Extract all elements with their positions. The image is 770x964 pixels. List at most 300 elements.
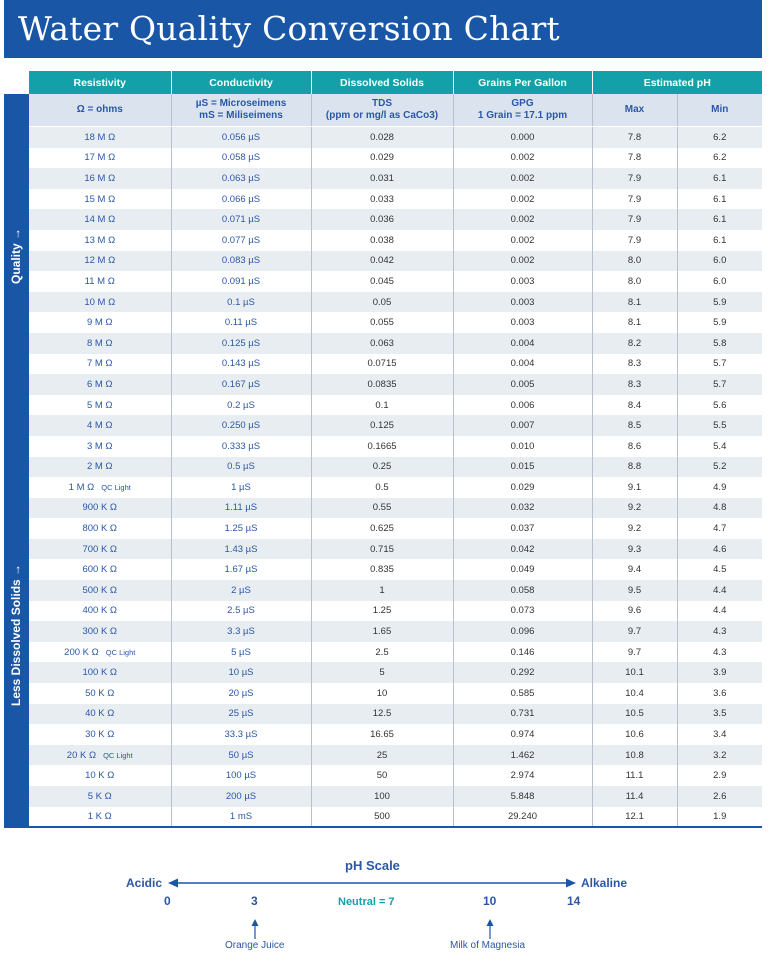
cell-resistivity-value: 8 M Ω [86,337,113,349]
cell-grains-per-gallon-value: 0.000 [510,131,535,143]
cell-ph-min-value: 5.7 [713,358,727,370]
side-bar [4,94,29,828]
cell-grains-per-gallon [453,189,592,210]
cell-resistivity [29,312,171,333]
cell-dissolved-solids [311,457,453,478]
cell-ph-min-value: 5.4 [713,440,727,452]
cell-resistivity [29,559,171,580]
cell-conductivity [171,601,311,622]
table-row [29,168,762,189]
cell-grains-per-gallon [453,457,592,478]
table-row [29,271,762,292]
cell-ph-max [592,395,677,416]
cell-resistivity [29,457,171,478]
cell-ph-min [677,189,762,210]
cell-ph-max [592,601,677,622]
cell-ph-min [677,704,762,725]
cell-resistivity-value: 700 K Ω [82,543,118,555]
cell-dissolved-solids [311,642,453,663]
cell-dissolved-solids-value: 0.835 [370,564,394,576]
cell-resistivity-value: 800 K Ω [82,523,118,535]
cell-ph-min [677,745,762,766]
cell-grains-per-gallon [453,354,592,375]
cell-grains-per-gallon-value: 0.029 [510,481,535,493]
cell-resistivity [29,539,171,560]
table-row [29,518,762,539]
cell-dissolved-solids-value: 0.031 [370,172,394,184]
cell-grains-per-gallon-value: 0.585 [510,687,535,699]
cell-dissolved-solids-value: 0.55 [372,502,392,514]
cell-dissolved-solids-value: 50 [376,770,388,782]
cell-grains-per-gallon-value: 0.005 [510,378,535,390]
cell-conductivity-value: 0.083 µS [221,255,261,267]
cell-dissolved-solids-value: 0.028 [370,131,394,143]
cell-ph-max [592,724,677,745]
cell-resistivity [29,621,171,642]
table-row [29,539,762,560]
cell-grains-per-gallon [453,271,592,292]
cell-dissolved-solids [311,786,453,807]
cell-grains-per-gallon-value: 0.003 [510,296,535,308]
cell-grains-per-gallon [453,621,592,642]
cell-ph-max-value: 10.8 [625,749,644,761]
ph-scale-title: pH Scale [345,858,400,873]
cell-conductivity [171,395,311,416]
cell-ph-min [677,601,762,622]
cell-resistivity-value: 5 M Ω [86,399,113,411]
cell-grains-per-gallon [453,724,592,745]
cell-conductivity [171,786,311,807]
cell-conductivity [171,312,311,333]
table-row [29,436,762,457]
table-row [29,292,762,313]
cell-grains-per-gallon [453,292,592,313]
cell-grains-per-gallon [453,333,592,354]
cell-dissolved-solids-value: 0.25 [372,461,392,473]
cell-conductivity-value: 0.2 µS [227,399,255,411]
cell-dissolved-solids [311,374,453,395]
cell-ph-min [677,395,762,416]
cell-grains-per-gallon-value: 0.049 [510,564,535,576]
cell-ph-min [677,457,762,478]
cell-ph-max [592,457,677,478]
cell-conductivity-value: 0.077 µS [221,234,261,246]
ph-tick-0: 0 [164,894,171,908]
orange-juice-label: Orange Juice [225,940,285,951]
header-resistivity: Resistivity [29,71,171,94]
table-bottom-rule [4,826,762,828]
ph-tick-3: 3 [251,894,258,908]
unit-ph-max: Max [592,94,677,127]
cell-grains-per-gallon [453,230,592,251]
cell-dissolved-solids [311,539,453,560]
cell-ph-max-value: 9.3 [627,543,642,555]
milk-arrow-icon [487,919,494,926]
cell-grains-per-gallon-value: 0.003 [510,317,535,329]
cell-grains-per-gallon [453,498,592,519]
cell-conductivity-value: 1.25 µS [224,523,258,535]
cell-ph-min [677,807,762,828]
cell-grains-per-gallon [453,374,592,395]
cell-conductivity [171,333,311,354]
cell-conductivity [171,745,311,766]
unit-tds-line1: TDS [372,98,392,109]
cell-dissolved-solids-value: 0.042 [370,255,394,267]
cell-ph-min [677,127,762,148]
cell-conductivity-value: 1.11 µS [224,502,258,514]
cell-dissolved-solids [311,559,453,580]
cell-dissolved-solids-value: 0.05 [372,296,392,308]
cell-conductivity [171,559,311,580]
table-row [29,189,762,210]
table-row [29,477,762,498]
cell-resistivity [29,209,171,230]
cell-grains-per-gallon [453,209,592,230]
cell-ph-min-value: 3.9 [713,667,727,679]
cell-grains-per-gallon [453,251,592,272]
cell-conductivity-value: 0.091 µS [221,275,261,287]
cell-grains-per-gallon-value: 2.974 [510,770,535,782]
cell-resistivity-value: 15 M Ω [84,193,116,205]
cell-dissolved-solids-value: 10 [376,687,388,699]
cell-dissolved-solids [311,127,453,148]
cell-ph-max [592,580,677,601]
table-row [29,127,762,148]
cell-ph-min [677,477,762,498]
cell-conductivity [171,292,311,313]
cell-dissolved-solids-value: 12.5 [372,708,392,720]
cell-grains-per-gallon-value: 0.058 [510,584,535,596]
unit-conductivity-line1: µS = Microseimens [195,98,287,109]
cell-conductivity-value: 33.3 µS [224,729,258,741]
cell-ph-min [677,436,762,457]
cell-ph-min [677,415,762,436]
cell-resistivity [29,745,171,766]
cell-resistivity-value: 16 M Ω [84,172,116,184]
cell-ph-min [677,271,762,292]
cell-dissolved-solids-value: 0.045 [370,275,394,287]
cell-dissolved-solids [311,436,453,457]
cell-ph-max [592,683,677,704]
cell-ph-min-value: 5.8 [713,337,727,349]
cell-resistivity [29,786,171,807]
cell-conductivity [171,436,311,457]
cell-ph-min-value: 4.8 [713,502,727,514]
cell-ph-max-value: 7.8 [627,152,642,164]
cell-ph-min-value: 6.0 [713,255,727,267]
cell-dissolved-solids [311,580,453,601]
cell-grains-per-gallon-value: 0.073 [510,605,535,617]
cell-ph-min [677,683,762,704]
cell-dissolved-solids [311,333,453,354]
cell-ph-min-value: 5.6 [713,399,727,411]
cell-conductivity-value: 100 µS [225,770,257,782]
cell-resistivity [29,683,171,704]
cell-conductivity-value: 1.67 µS [224,564,258,576]
cell-ph-max [592,251,677,272]
unit-resistivity: Ω = ohms [29,94,171,127]
cell-resistivity-value: 1 K Ω [87,811,112,823]
cell-grains-per-gallon [453,415,592,436]
cell-ph-max-value: 8.0 [627,255,642,267]
cell-conductivity-value: 0.056 µS [221,131,261,143]
cell-dissolved-solids [311,765,453,786]
cell-ph-max-value: 11.4 [625,790,644,802]
qc-light-label: QC Light [105,647,136,657]
cell-dissolved-solids [311,230,453,251]
cell-dissolved-solids [311,724,453,745]
cell-resistivity [29,333,171,354]
table-row [29,807,762,828]
cell-dissolved-solids [311,662,453,683]
cell-ph-max-value: 8.2 [627,337,642,349]
cell-dissolved-solids-value: 1.65 [372,626,392,638]
cell-resistivity-value: 5 K Ω [87,790,112,802]
unit-tds-line2: (ppm or mg/l as CaCo3) [325,110,439,121]
cell-ph-max [592,539,677,560]
cell-conductivity-value: 1 mS [229,811,253,823]
cell-ph-min [677,662,762,683]
unit-gpg-line2: 1 Grain = 17.1 ppm [477,110,568,121]
cell-grains-per-gallon-value: 0.007 [510,420,535,432]
cell-resistivity-value: 4 M Ω [86,420,113,432]
cell-dissolved-solids-value: 0.0715 [367,358,397,370]
cell-grains-per-gallon [453,559,592,580]
cell-ph-max-value: 9.2 [627,523,642,535]
cell-conductivity [171,148,311,169]
cell-resistivity [29,271,171,292]
cell-ph-min [677,354,762,375]
cell-resistivity [29,642,171,663]
table-row [29,559,762,580]
cell-ph-max [592,559,677,580]
cell-conductivity-value: 0.058 µS [221,152,261,164]
unit-gpg [453,94,592,127]
side-label-quality: Quality → [9,227,23,284]
cell-ph-max [592,354,677,375]
table-row [29,580,762,601]
cell-dissolved-solids [311,395,453,416]
cell-ph-min-value: 4.7 [713,523,727,535]
cell-grains-per-gallon [453,539,592,560]
cell-resistivity [29,168,171,189]
cell-ph-max [592,436,677,457]
cell-grains-per-gallon [453,642,592,663]
cell-conductivity-value: 20 µS [228,687,254,699]
cell-ph-min [677,724,762,745]
cell-ph-max-value: 9.4 [627,564,642,576]
cell-resistivity [29,415,171,436]
cell-dissolved-solids-value: 0.625 [370,523,394,535]
cell-conductivity-value: 3.3 µS [227,626,255,638]
cell-grains-per-gallon-value: 0.004 [510,358,535,370]
cell-conductivity-value: 25 µS [228,708,254,720]
header-row [29,71,762,94]
ph-neutral-label: Neutral = 7 [338,896,395,908]
cell-grains-per-gallon-value: 0.731 [510,708,535,720]
cell-dissolved-solids [311,189,453,210]
cell-ph-max-value: 8.3 [627,358,642,370]
cell-grains-per-gallon [453,807,592,828]
cell-ph-max [592,189,677,210]
cell-grains-per-gallon [453,580,592,601]
ph-arrow-left-icon [168,879,178,888]
cell-dissolved-solids [311,518,453,539]
cell-ph-min-value: 5.7 [713,378,727,390]
cell-conductivity [171,724,311,745]
cell-grains-per-gallon-value: 0.006 [510,399,535,411]
cell-ph-min [677,312,762,333]
table-row [29,230,762,251]
cell-resistivity-value: 6 M Ω [86,378,113,390]
table-row [29,148,762,169]
cell-resistivity-value: 3 M Ω [86,440,113,452]
cell-conductivity-value: 1.43 µS [224,543,258,555]
cell-ph-max-value: 8.8 [627,461,642,473]
cell-dissolved-solids [311,621,453,642]
cell-ph-max [592,621,677,642]
cell-conductivity-value: 0.143 µS [221,358,261,370]
cell-dissolved-solids [311,601,453,622]
cell-conductivity [171,704,311,725]
cell-ph-max-value: 8.6 [627,440,642,452]
cell-ph-min-value: 4.3 [713,626,727,638]
ph-alkaline-label: Alkaline [581,876,628,890]
ph-acidic-label: Acidic [126,876,163,890]
cell-conductivity [171,209,311,230]
cell-conductivity [171,354,311,375]
cell-grains-per-gallon [453,518,592,539]
cell-ph-max-value: 9.7 [627,626,642,638]
cell-grains-per-gallon [453,704,592,725]
cell-dissolved-solids-value: 100 [374,790,390,802]
cell-resistivity [29,704,171,725]
cell-ph-min-value: 4.4 [713,584,727,596]
cell-resistivity-value: 17 M Ω [84,152,116,164]
cell-conductivity [171,621,311,642]
cell-resistivity-value: 2 M Ω [86,461,113,473]
cell-grains-per-gallon-value: 0.002 [510,193,535,205]
cell-ph-max-value: 8.3 [627,378,642,390]
cell-resistivity [29,374,171,395]
cell-conductivity [171,683,311,704]
cell-conductivity-value: 0.333 µS [221,440,261,452]
cell-ph-min [677,333,762,354]
cell-grains-per-gallon-value: 0.003 [510,275,535,287]
cell-conductivity [171,230,311,251]
cell-ph-max-value: 12.1 [625,811,644,823]
cell-conductivity [171,415,311,436]
cell-conductivity-value: 10 µS [228,667,254,679]
header-grains-per-gallon: Grains Per Gallon [453,71,592,94]
cell-dissolved-solids-value: 0.1 [375,399,389,411]
header-estimated-ph: Estimated pH [592,71,762,94]
cell-grains-per-gallon [453,745,592,766]
header-dissolved-solids: Dissolved Solids [311,71,453,94]
cell-ph-max-value: 9.5 [627,584,642,596]
unit-gpg-line1: GPG [511,98,534,109]
cell-ph-max-value: 7.9 [627,193,642,205]
ph-tick-14: 14 [567,894,581,908]
cell-resistivity [29,127,171,148]
cell-grains-per-gallon [453,477,592,498]
cell-conductivity [171,539,311,560]
cell-ph-min [677,765,762,786]
cell-dissolved-solids-value: 0.715 [370,543,394,555]
table-row [29,312,762,333]
cell-ph-min-value: 5.9 [713,317,727,329]
cell-dissolved-solids-value: 500 [374,811,390,823]
cell-conductivity-value: 0.11 µS [224,317,258,329]
cell-dissolved-solids [311,312,453,333]
cell-resistivity [29,189,171,210]
cell-ph-max [592,292,677,313]
table-row [29,745,762,766]
cell-ph-max-value: 8.5 [627,420,642,432]
cell-resistivity [29,518,171,539]
cell-ph-max [592,807,677,828]
cell-resistivity-value: 10 M Ω [84,296,116,308]
cell-dissolved-solids [311,209,453,230]
cell-grains-per-gallon [453,601,592,622]
table-row [29,601,762,622]
cell-grains-per-gallon-value: 0.146 [510,646,535,658]
cell-resistivity-value: 9 M Ω [86,317,113,329]
cell-resistivity [29,580,171,601]
cell-conductivity-value: 200 µS [225,790,257,802]
cell-conductivity-value: 2.5 µS [227,605,255,617]
cell-grains-per-gallon-value: 0.002 [510,234,535,246]
cell-ph-min-value: 1.9 [713,811,727,823]
cell-ph-min [677,786,762,807]
cell-conductivity [171,498,311,519]
table-row [29,395,762,416]
cell-conductivity-value: 0.250 µS [221,420,261,432]
cell-resistivity [29,807,171,828]
cell-grains-per-gallon-value: 0.002 [510,214,535,226]
cell-grains-per-gallon [453,436,592,457]
cell-ph-max [592,271,677,292]
cell-ph-min-value: 4.3 [713,646,727,658]
cell-dissolved-solids-value: 2.5 [375,646,389,658]
cell-ph-min-value: 6.2 [713,131,727,143]
cell-ph-min [677,621,762,642]
cell-dissolved-solids [311,704,453,725]
cell-resistivity [29,251,171,272]
cell-grains-per-gallon [453,765,592,786]
cell-ph-min [677,498,762,519]
cell-dissolved-solids [311,292,453,313]
cell-ph-max-value: 8.0 [627,275,642,287]
cell-resistivity [29,662,171,683]
cell-conductivity [171,374,311,395]
cell-dissolved-solids [311,498,453,519]
conversion-table [29,71,762,827]
cell-resistivity [29,354,171,375]
table-row [29,415,762,436]
cell-ph-min [677,168,762,189]
cell-ph-min-value: 3.6 [713,687,727,699]
cell-ph-max-value: 7.9 [627,234,642,246]
cell-ph-min-value: 4.4 [713,605,727,617]
cell-dissolved-solids-value: 0.125 [370,420,394,432]
cell-resistivity-value: 30 K Ω [85,729,115,741]
cell-conductivity [171,271,311,292]
cell-resistivity-value: 1 M Ω [68,481,95,493]
cell-ph-max [592,374,677,395]
cell-ph-min [677,209,762,230]
cell-resistivity-value: 7 M Ω [86,358,113,370]
